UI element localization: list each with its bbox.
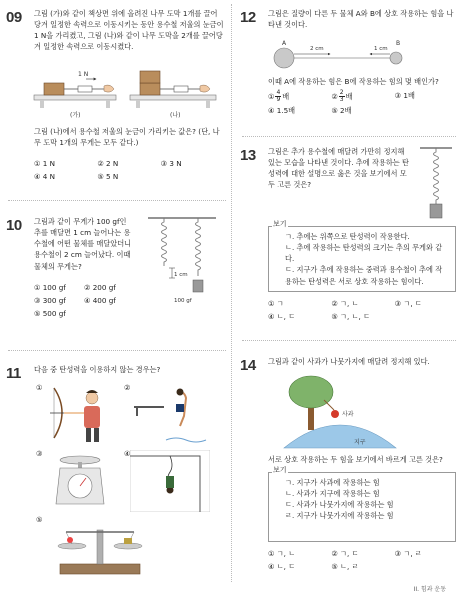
divider-12-13	[242, 136, 456, 137]
bogi-item-1: ㄱ. 지구가 사과에 작용하는 힘	[285, 478, 380, 487]
answer-choices	[268, 90, 458, 116]
choice-5[interactable]: ⑤ 500 gf	[34, 309, 66, 319]
choice-2[interactable]: ② ㄱ, ㄷ	[331, 549, 359, 558]
choice-1[interactable]: ① $\frac{4}{9}$ 배	[268, 89, 290, 103]
kitchen-scale-image[interactable]	[50, 450, 110, 510]
option-label-4: ④	[124, 449, 131, 458]
fraction-2-num: 2	[339, 89, 344, 96]
figure-a-label: (가)	[70, 112, 81, 119]
question-text: 그림과 같이 무게가 100 gf인 추를 매달면 1 cm 늘어나는 용수철에 어떤 물체를 매달았더니 용수철이 2 cm 늘어났다. 이때 물체의 무게는?	[34, 217, 132, 271]
bogi-item-3: ㄷ. 사과가 나뭇가지에 작용하는 힘	[285, 500, 394, 510]
page-footer: II. 힘과 운동	[413, 585, 446, 593]
answer-choices	[268, 548, 458, 572]
figure-spring-pair	[142, 216, 222, 316]
bogi-item-2: ㄴ. 사과가 지구에 작용하는 힘	[285, 489, 380, 499]
bogi-tag: 보기	[273, 220, 287, 228]
question-number: 13	[240, 147, 256, 164]
question-text: 다음 중 탄성력을 이용하지 않는 경우는?	[34, 365, 161, 374]
arrow-b-label: 1 cm	[374, 46, 388, 52]
diving-board-image[interactable]	[130, 384, 210, 444]
question-number: 12	[240, 9, 256, 26]
divider-13-14	[242, 340, 456, 341]
choice-3[interactable]: ③ ㄱ, ㄷ	[394, 299, 422, 308]
fraction-1-num: 4	[276, 89, 281, 96]
bogi-tag: 보기	[273, 466, 287, 474]
question-14	[240, 354, 458, 580]
choice-4[interactable]: ④ ㄴ, ㄷ	[268, 562, 296, 572]
balance-scale-image[interactable]	[50, 514, 150, 578]
stretch-label: 1 cm	[174, 272, 188, 278]
earth-label: 지구	[354, 439, 366, 446]
archer-image[interactable]	[46, 384, 116, 444]
question-text: 그림은 추가 용수철에 매달려 가만히 정지해 있는 모습을 나타낸 것이다. 추에 작용하는 탄성력에 대한 설명으로 옳은 것을 보기에서 모두 고른 것은?	[268, 147, 409, 190]
choice-1[interactable]: ① ㄱ	[268, 299, 284, 308]
choice-3[interactable]: ③ 1배	[394, 91, 415, 100]
divider-09-10	[8, 200, 226, 201]
divider-10-11	[8, 350, 226, 351]
question-13	[240, 144, 458, 334]
choice-5[interactable]: ⑤ ㄱ, ㄴ, ㄷ	[331, 312, 371, 322]
bogi-box	[268, 466, 456, 542]
fraction-2-den: 3	[339, 96, 344, 103]
option-label-3: ③	[36, 449, 43, 458]
figure-block-pull	[30, 61, 220, 121]
bogi-item-2: ㄴ. 추에 작용하는 탄성력의 크기는 추의 무게와 같다.	[285, 243, 443, 264]
arrow-a-label: 2 cm	[310, 46, 324, 52]
question-11	[6, 362, 224, 582]
choice-5[interactable]: ⑤ ㄴ, ㄹ	[331, 562, 359, 572]
answer-choices	[34, 282, 134, 319]
choice-1[interactable]: ① 100 gf	[34, 283, 66, 292]
bogi-item-1: ㄱ. 추에는 위쪽으로 탄성력이 작용한다.	[285, 232, 410, 241]
object-b-label: B	[396, 40, 401, 47]
weight-label: 100 gf	[174, 298, 192, 304]
bungee-jump-image[interactable]	[130, 450, 210, 512]
choice-3[interactable]: ③ ㄱ, ㄹ	[394, 549, 422, 558]
object-a-label: A	[282, 40, 287, 47]
question-number: 09	[6, 9, 22, 26]
question-prompt: 그림 (나)에서 용수철 저울의 눈금이 가리키는 값은? (단, 나무 도막 1개의 무게는 모두 같다.)	[34, 127, 220, 148]
choice-3[interactable]: ③ 300 gf	[34, 296, 66, 306]
question-prompt: 이때 A에 작용하는 힘은 B에 작용하는 힘의 몇 배인가?	[268, 77, 439, 86]
question-text: 그림 (가)와 같이 책상면 위에 올려진 나무 도막 1개를 끌어당겨 일정한 속력으로 이동시키는 동안 용수철 저울의 눈금이 1 N을 가리켰고, 그림 (나)와 같이 나무 도막을 2개를 끌어당겨 일정한 속력으로 이동시켰다.	[34, 9, 224, 52]
choice-3[interactable]: ③ 3 N	[160, 159, 182, 168]
question-09	[6, 6, 224, 186]
question-prompt: 서로 상호 작용하는 두 힘을 보기에서 바르게 고른 것은?	[268, 455, 443, 464]
choice-4[interactable]: ④ 400 gf	[84, 296, 116, 306]
choice-2[interactable]: ② 2 N	[97, 159, 119, 168]
choice-4[interactable]: ④ 1.5배	[268, 106, 296, 115]
option-label-2: ②	[124, 383, 131, 392]
bogi-box	[268, 220, 456, 292]
figure-b-label: (나)	[170, 112, 181, 119]
apple-label: 사과	[342, 411, 354, 418]
question-text: 그림은 질량이 다른 두 물체 A와 B에 상호 작용하는 힘을 나타낸 것이다.	[268, 9, 454, 30]
question-number: 10	[6, 217, 22, 234]
question-text: 그림과 같이 사과가 나뭇가지에 매달려 정지해 있다.	[268, 357, 430, 366]
choice-2[interactable]: ② 200 gf	[84, 283, 116, 292]
bogi-item-3: ㄷ. 지구가 추에 작용하는 중력과 용수철이 추에 작용하는 탄성력은 서로 상호 작용하는 힘이다.	[285, 265, 443, 286]
figure-apple-tree	[280, 370, 400, 450]
question-number: 14	[240, 357, 256, 374]
option-label-5: ⑤	[36, 515, 43, 524]
choice-1[interactable]: ① ㄱ, ㄴ	[268, 549, 296, 558]
figure-two-objects	[270, 38, 420, 72]
question-number: 11	[6, 365, 21, 382]
choice-5[interactable]: ⑤ 2배	[331, 106, 352, 115]
choice-5[interactable]: ⑤ 5 N	[97, 172, 119, 182]
choice-2[interactable]: ② ㄱ, ㄴ	[331, 299, 359, 308]
answer-choices	[34, 158, 224, 182]
column-divider	[231, 4, 232, 582]
question-10	[6, 214, 224, 334]
choice-4[interactable]: ④ ㄴ, ㄷ	[268, 312, 296, 322]
question-12	[240, 6, 458, 134]
choice-4[interactable]: ④ 4 N	[34, 172, 55, 182]
choice-1[interactable]: ① 1 N	[34, 159, 55, 168]
bogi-item-4: ㄹ. 지구가 나뭇가지에 작용하는 힘	[285, 511, 394, 521]
choice-2[interactable]: ② $\frac{2}{3}$ 배	[331, 89, 353, 103]
answer-choices	[268, 298, 458, 322]
force-label: 1 N	[78, 71, 89, 78]
figure-hanging-spring	[416, 146, 456, 224]
option-label-1: ①	[36, 383, 43, 392]
fraction-1-den: 9	[276, 96, 281, 103]
